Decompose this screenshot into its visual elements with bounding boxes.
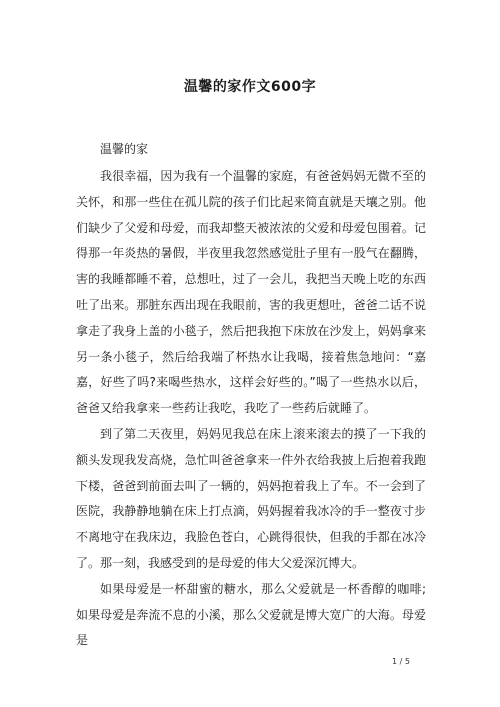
page-number: 1 / 5 xyxy=(392,657,410,666)
document-title: 温馨的家作文600字 xyxy=(183,79,317,95)
paragraph: 如果母爱是一杯甜蜜的糖水，那么父爱就是一杯香醇的咖啡;如果母爱是奔流不息的小溪，那么父爱就是博大宽广的大海。母爱是 xyxy=(76,581,426,648)
essay-subheading: 温馨的家 xyxy=(100,142,149,156)
essay-body xyxy=(76,164,426,654)
paragraph: 到了第二天夜里，妈妈见我总在床上滚来滚去的摸了一下我的额头发现我发高烧，急忙叫爸爸拿来一件外衣给我披上后抱着我跑下楼，爸爸到前面去叫了一辆的，妈妈抱着我上了车。不一会到了医院，我静静地躺在床上打点滴，妈妈握着我冰冷的手一整夜寸步不离地守在我床边，我脸色苍白，心跳得很快，但我的手都在冰冷了。那一刻，我感受到的是母爱的伟大父爱深沉博大。 xyxy=(76,426,426,570)
paragraph: 我很幸福，因为我有一个温馨的家庭，有爸爸妈妈无微不至的关怀，和那一些住在孤儿院的孩子们比起来简直就是天壤之别。他们缺少了父爱和母爱，而我却整天被浓浓的父爱和母爱包围着。记得那一年炎热的暑假，半夜里我忽然感觉肚子里有一股气在翻腾，害的我睡都睡不着，总想吐，过了一会儿，我把当天晚上吃的东西吐了出来。那脏东西出现在我眼前，害的我更想吐，爸爸二话不说拿走了我身上盖的小毯子，然后把我抱下床放在沙发上，妈妈拿来另一条小毯子，然后给我端了杯热水让我喝，接着焦急地问：“嘉嘉，好些了吗?来喝些热水，这样会好些的。”喝了一些热水以后，爸爸又给我拿来一些药让我吃，我吃了一些药后就睡了。 xyxy=(76,169,426,416)
